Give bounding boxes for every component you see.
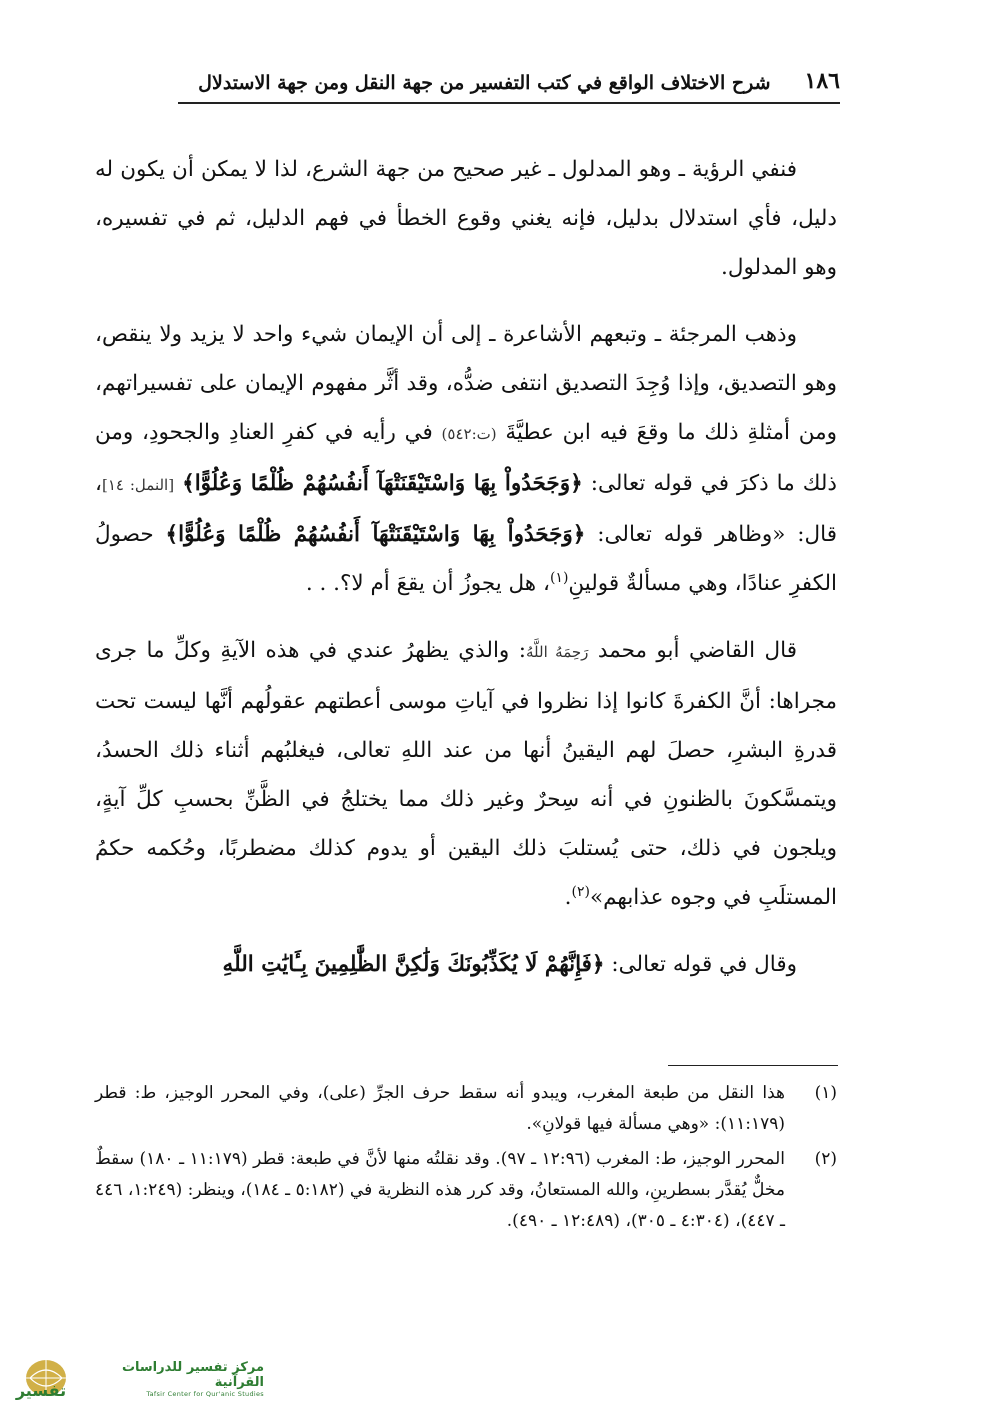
honorific: رَحِمَهُ اللَّهُ (526, 643, 589, 661)
footnote-ref-1[interactable]: (١) (549, 569, 569, 586)
footnote-1 (95, 1078, 837, 1140)
footnote-number: (٢) (814, 1149, 837, 1169)
paragraph-text: ، قال: «وظاهر قوله تعالى: (95, 471, 837, 547)
footnote-ref-2[interactable]: (٢) (571, 883, 590, 900)
paragraph-text: في رأيه في كفرِ العنادِ والجحودِ، ومن ذلك ما ذكرَ في قوله تعالى: (95, 420, 837, 496)
paragraph-text: وقال في قوله تعالى: (611, 952, 797, 977)
quran-verse: ﴿وَجَحَدُواْ بِهَا وَاسْتَيْقَنَتْهَآ أَنفُسُهُمْ ظُلْمًا وَعُلُوًّا﴾ (165, 522, 586, 547)
paragraph-2 (95, 310, 837, 608)
paragraph-text: قال القاضي أبو محمد (597, 638, 797, 663)
footnote-text: المحرر الوجيز، ط: المغرب (١٢:٩٦ ـ ٩٧). وقد نقلتُه منها لأنَّ في طبعة: قطر (١١:١٧٩ ـ ١٨٠) سقطٌ مخلٌّ يُقدَّر بسطرينِ، والله المستعانُ، وقد كرر هذه النظرية في (٥:١٨٢ ـ ١٨٤)، وينظر: (١:٢٤٩، ٤٤٦ ـ ٤٤٧)، (٤:٣٠٤ ـ ٣٠٥)، (١٢:٤٨٩ ـ ٤٩٠). (95, 1149, 786, 1231)
paragraph-text: وذهب المرجئة ـ وتبعهم الأشاعرة ـ إلى أن الإيمان شيء واحد لا يزيد ولا ينقص، وهو التصديق، وإذا وُجِدَ التصديق انتفى ضدُّه، وقد أثَّر مفهوم الإيمان على تفسيراتهم، ومن أمثلةِ ذلك ما وقعَ فيه ابن عطيَّةَ (95, 322, 837, 445)
quran-verse: ﴿فَإِنَّهُمْ لَا يُكَذِّبُونَكَ وَلَٰكِنَّ الظَّٰلِمِينَ بِـَٔايَٰتِ اللَّهِ (222, 952, 605, 977)
body-text (95, 145, 837, 1007)
paragraph-1: فنفي الرؤية ـ وهو المدلول ـ غير صحيح من جهة الشرع، لذا لا يمكن أن يكون له دليل، فأي استدلال بدليل، فإنه يغني وقوع الخطأ في فهم الدليل، ثم في تفسيره، وهو المدلول. (95, 157, 837, 280)
page-number: ١٨٦ (804, 68, 840, 94)
footnote-number: (١) (814, 1083, 837, 1103)
header-title: شرح الاختلاف الواقع في كتب التفسير من جهة النقل ومن جهة الاستدلال (198, 72, 771, 94)
tafsir-center-logo (8, 1355, 266, 1403)
paragraph-text: ، هل يجوزُ أن يقعَ أم لا؟. . . (305, 571, 550, 596)
surah-citation: [النمل: ١٤] (101, 476, 175, 494)
logo-english: Tafsir Center for Qur'anic Studies (146, 1390, 264, 1398)
paragraph-text: حصولُ الكفرِ عنادًا، وهي مسألةٌ قولينِ (95, 522, 837, 596)
footnote-separator (668, 1065, 838, 1066)
paragraph-4 (95, 940, 837, 989)
logo-arabic: مركز تفسير للدراسات القرآنية (121, 1360, 264, 1390)
footnote-2 (95, 1144, 837, 1237)
paragraph-text: . (564, 885, 572, 910)
logo-mark-word: تفسير (15, 1381, 67, 1400)
running-header (178, 64, 840, 104)
footnotes (95, 1078, 837, 1241)
footnote-text: هذا النقل من طبعة المغرب، ويبدو أنه سقط حرف الجرِّ (على)، وفي المحرر الوجيز، ط: قطر (١١:١٧٩): «وهي مسألة فيها قولانِ». (95, 1083, 785, 1134)
paragraph-text: : والذي يظهرُ عندي في هذه الآيةِ وكلِّ ما جرى مجراها: أنَّ الكفرةَ كانوا إذا نظروا في آياتِ موسى أعطتهم عقولُهم أنَّها ليست تحت قدرةِ البشرِ، حصلَ لهم اليقينُ أنها من عند اللهِ تعالى، فيغلبُهم أثناء ذلك الحسدُ، ويتمسَّكونَ بالظنونِ في أنه سِحرٌ وغير ذلك مما يختلجُ في الظَّنِّ بحسبِ كلِّ آيةٍ، ويلجون في ذلك، حتى يُستلبَ ذلك اليقين أو يدوم كذلك مضطربًا، وحُكمه حكمُ المستلَبِ في وجوه عذابهم» (95, 638, 837, 910)
quran-verse: ﴿وَجَحَدُواْ بِهَا وَاسْتَيْقَنَتْهَآ أَنفُسُهُمْ ظُلْمًا وَعُلُوًّا﴾ (182, 471, 583, 496)
globe-logo-icon (8, 1356, 74, 1402)
death-date-citation: (ت:٥٤٢) (441, 425, 497, 443)
paragraph-3 (95, 626, 837, 922)
logo-text (74, 1360, 264, 1398)
